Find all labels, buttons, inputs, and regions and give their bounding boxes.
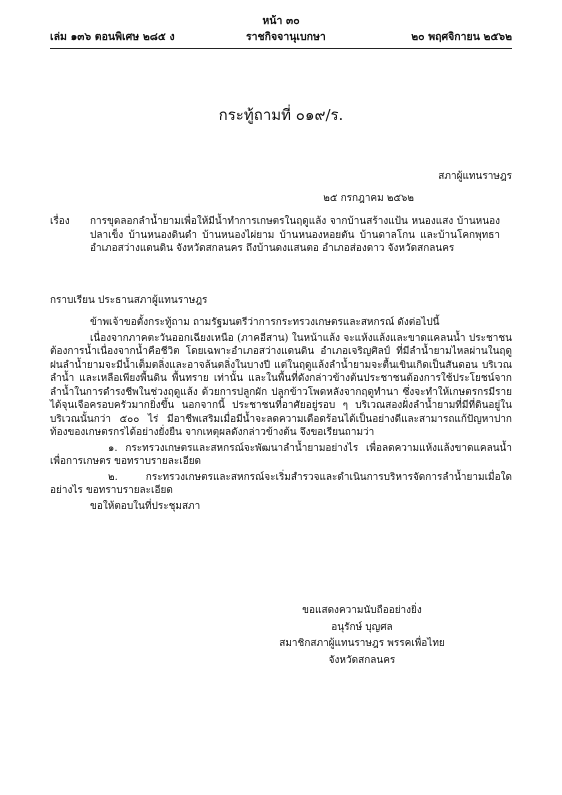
salutation: กราบเรียน ประธานสภาผู้แทนราษฎร <box>50 295 208 306</box>
subject-label: เรื่อง <box>50 216 70 227</box>
signature-block <box>262 604 462 670</box>
document-date: ๒๕ กรกฎาคม ๒๕๖๒ <box>323 193 414 204</box>
volume-info: เล่ม ๑๓๖ ตอนพิเศษ ๒๘๕ ง <box>50 31 175 43</box>
page-number: หน้า ๓๐ <box>262 15 300 27</box>
recipient: สภาผู้แทนราษฎร <box>438 171 512 182</box>
main-paragraph: เนื่องจากภาคตะวันออกเฉียงเหนือ (ภาคอีสาน) ในหน้าแล้ง จะแห้งแล้งและขาดแคลนน้ำ ประชาชนต้องการน้ำเนื่องจากน้ำคือชีวิต โดยเฉพาะอำเภอสว่างแดนดิน อำเภอเจริญศิลป์ ที่มีลำน้ำยามไหลผ่านในฤดูฝนลำน้ำยามจะมีน้ำเต็มตลิ่งและอาจล้นตลิ่งในบางปี แต่ในฤดูแล้งลำน้ำยามจะตื้นเขินเกิดเป็นสันดอน บริเวณลำน้ำ และเหลือเพียงพื้นดิน พื้นทราย เท่านั้น และในพื้นที่ดังกล่าวข้างต้นประชาชนต้องการใช้ประโยชน์จากลำน้ำในการดำรงชีพในช่วงฤดูแล้ง ด้วยการปลูกผัก ปลูกข้าวโพดหลังจากฤดูทำนา ซึ่งจะทำให้เกษตรกรมีรายได้จุนเจือครอบครัวมากยิ่งขึ้น นอกจากนี้ ประชาชนที่อาศัยอยู่รอบ ๆ บริเวณสองฝั่งลำน้ำยามที่มีที่ดินอยู่ในบริเวณนั้นกว่า ๕๐๐ ไร่ มีอาชีพเสริมเมื่อมีน้ำจะลดความเดือดร้อนได้เป็นอย่างดีและสามารถแก้ปัญหาปากท้องของเกษตรกรได้อย่างยั่งยืน จากเหตุผลดังกล่าวข้างต้น จึงขอเรียนถามว่า <box>50 332 512 438</box>
letter-body <box>50 316 512 515</box>
header-divider <box>50 48 512 49</box>
publication-date: ๒๐ พฤศจิกายน ๒๕๖๒ <box>411 31 512 43</box>
document-title: กระทู้ถามที่ ๐๑๙/ร. <box>218 106 344 124</box>
publication-name: ราชกิจจานุเบกษา <box>246 31 326 43</box>
closing-phrase: ขอแสดงความนับถืออย่างยิ่ง <box>302 605 422 616</box>
signer-province: จังหวัดสกลนคร <box>328 654 396 666</box>
question-2: ๒. กระทรวงเกษตรและสหกรณ์จะเริ่มสำรวจและดำเนินการบริหารจัดการลำน้ำยามเมื่อใด อย่างไร ขอทราบรายละเอียด <box>50 471 512 496</box>
closing-request: ขอให้ตอบในที่ประชุมสภา <box>90 500 201 512</box>
intro-paragraph: ข้าพเจ้าขอตั้งกระทู้ถาม ถามรัฐมนตรีว่าการกระทรวงเกษตรและสหกรณ์ ดังต่อไปนี้ <box>90 317 440 328</box>
gazette-header <box>50 30 512 46</box>
question-1: ๑. กระทรวงเกษตรและสหกรณ์จะพัฒนาลำน้ำยามอย่างไร เพื่อลดความแห้งแล้งขาดแคลนน้ำเพื่อการเกษตร ขอทราบรายละเอียด <box>50 442 512 467</box>
signer-position: สมาชิกสภาผู้แทนราษฎร พรรคเพื่อไทย <box>279 638 445 649</box>
subject-text: การขุดลอกลำน้ำยามเพื่อให้มีน้ำทำการเกษตรในฤดูแล้ง จากบ้านสร้างแป้น หนองแสง บ้านหนองปลาเข็ง บ้านหนองดินดำ บ้านหนองไผ่ยาม บ้านหนองหอยตัน บ้านดาลโกน และบ้านโคกพุทธา อำเภอสว่างแดนดิน จังหวัดสกลนคร ถึงบ้านดงแสนตอ อำเภอส่องดาว จังหวัดสกลนคร <box>90 216 500 254</box>
signer-name: อนุรักษ์ บุญศล <box>331 621 393 633</box>
